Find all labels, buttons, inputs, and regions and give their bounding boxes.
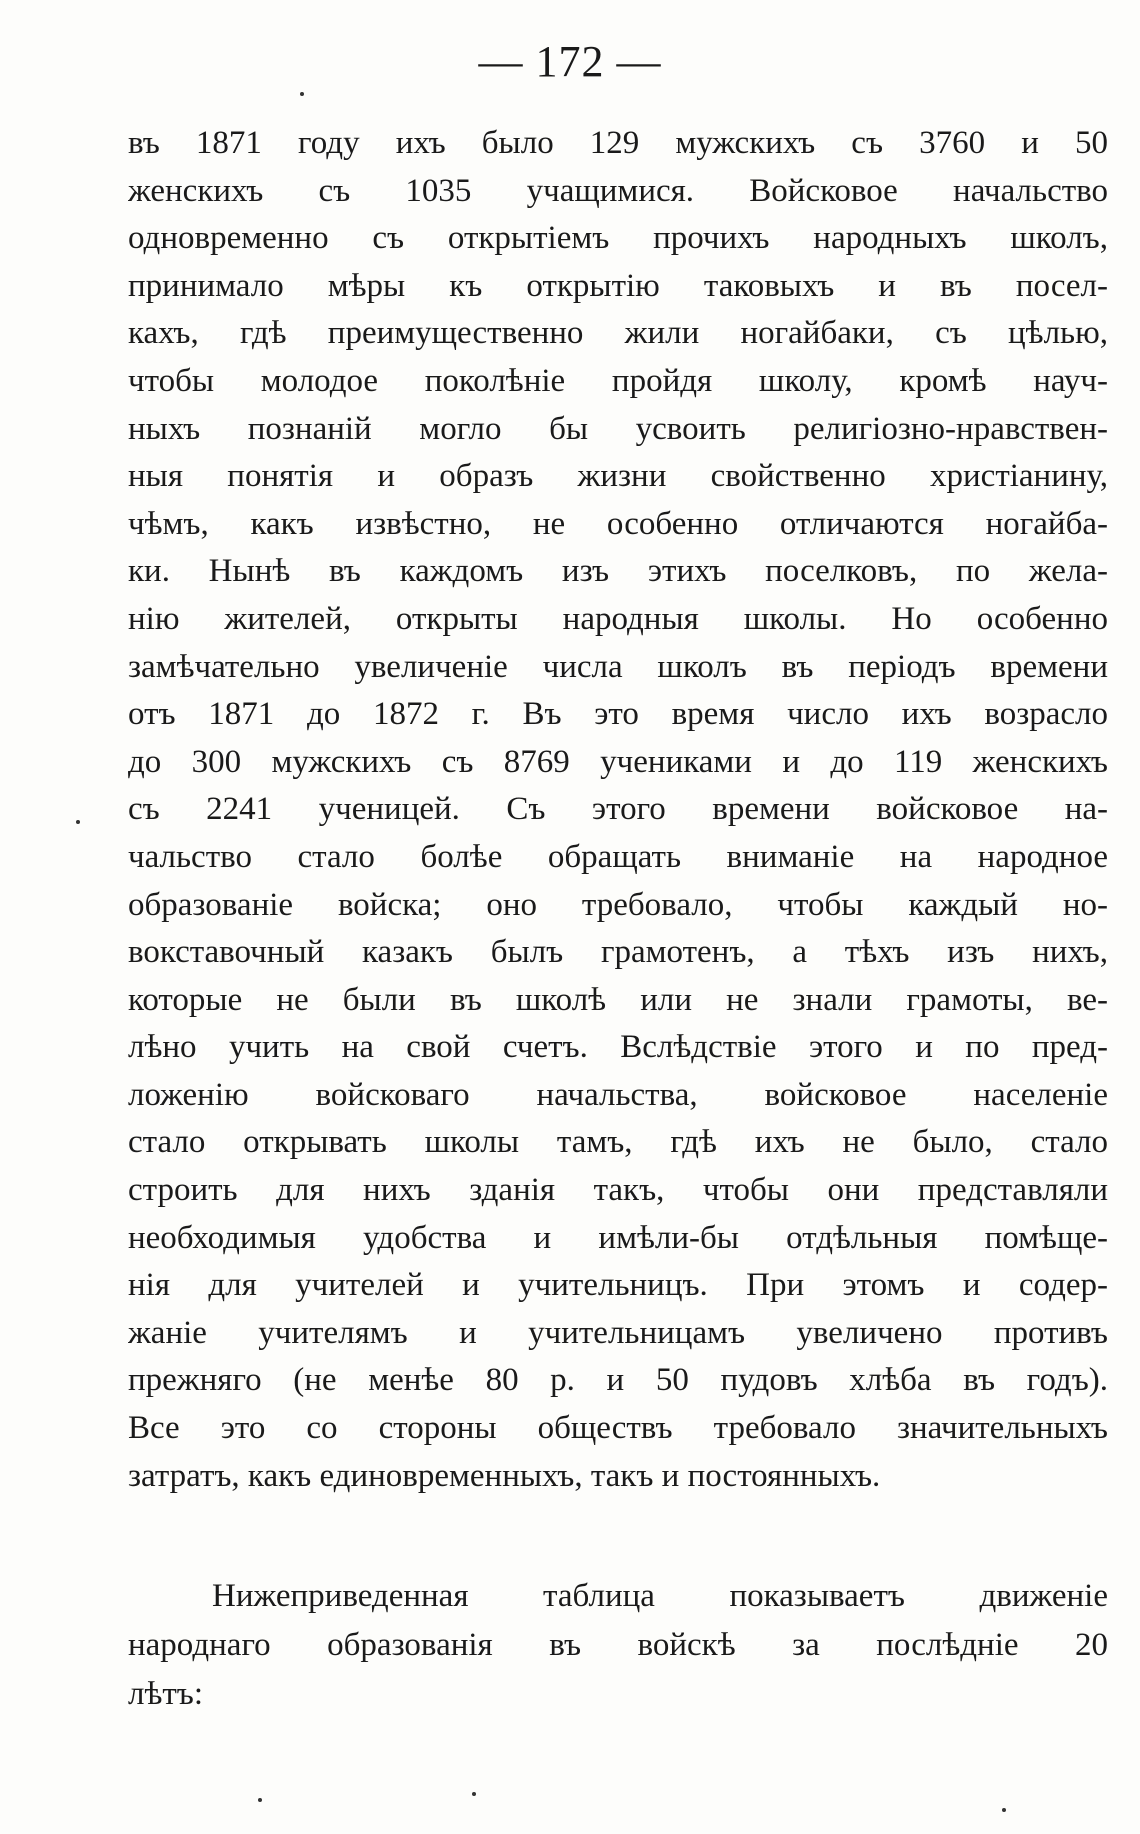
text-line: ныхъ познаній могло бы усвоить религіозно-нравствен- [128, 410, 1108, 447]
text-line: съ 2241 ученицей. Съ этого времени войсковое на- [128, 791, 1108, 828]
text-line: вокставочный казакъ былъ грамотенъ, а тѣхъ изъ нихъ, [128, 934, 1108, 971]
text-line: принимало мѣры къ открытію таковыхъ и въ посел- [128, 267, 1108, 304]
text-line: женскихъ съ 1035 учащимися. Войсковое начальство [128, 172, 1108, 209]
page-number: — 172 — [478, 37, 662, 86]
text-line: жаніе учителямъ и учительницамъ увеличено противъ [128, 1314, 1108, 1351]
text-line: Нижеприведенная таблица показываетъ движеніе [212, 1578, 1108, 1614]
text-line: лѣтъ: [128, 1676, 204, 1712]
text-line: строить для нихъ зданія такъ, чтобы они представляли [128, 1172, 1108, 1209]
text-line: ныя понятія и образъ жизни свойственно христіанину, [128, 458, 1108, 495]
text-line: одновременно съ открытіемъ прочихъ народныхъ школъ, [128, 220, 1108, 257]
text-line: стало открывать школы тамъ, гдѣ ихъ не было, стало [128, 1124, 1108, 1161]
text-line: Все это со стороны обществъ требовало значительныхъ [128, 1410, 1108, 1447]
paragraph-2 [128, 1572, 1108, 1719]
text-line: народнаго образованія въ войскѣ за послѣдніе 20 [128, 1627, 1108, 1663]
text-line: ки. Нынѣ въ каждомъ изъ этихъ поселковъ, по жела- [128, 553, 1108, 590]
text-line: прежняго (не менѣе 80 р. и 50 пудовъ хлѣба въ годъ). [128, 1362, 1108, 1399]
text-line: въ 1871 году ихъ было 129 мужскихъ съ 3760 и 50 [128, 125, 1108, 161]
print-speck [1002, 1808, 1006, 1812]
paragraph-1 [128, 120, 1108, 1500]
text-line: необходимыя удобства и имѣли-бы отдѣльныя помѣще- [128, 1219, 1108, 1256]
print-speck [258, 1798, 262, 1802]
text-line: замѣчательно увеличеніе числа школъ въ періодъ времени [128, 648, 1108, 685]
text-line: ложенію войсковаго начальства, войсковое населеніе [128, 1076, 1108, 1113]
text-line: нія для учителей и учительницъ. При этомъ и содер- [128, 1267, 1108, 1304]
print-speck [472, 1792, 476, 1796]
text-line: до 300 мужскихъ съ 8769 учениками и до 119 женскихъ [128, 743, 1108, 780]
print-speck [76, 820, 80, 824]
text-line: чѣмъ, какъ извѣстно, не особенно отличаются ногайба- [128, 505, 1108, 542]
print-speck [300, 92, 304, 96]
text-line: чальство стало болѣе обращать вниманіе на народное [128, 838, 1108, 875]
text-line: нію жителей, открыты народныя школы. Но особенно [128, 600, 1108, 637]
text-line: которые не были въ школѣ или не знали грамоты, ве- [128, 981, 1108, 1018]
text-line: кахъ, гдѣ преимущественно жили ногайбаки, съ цѣлью, [128, 315, 1108, 352]
text-line: образованіе войска; оно требовало, чтобы каждый но- [128, 886, 1108, 923]
text-line: лѣно учить на свой счетъ. Вслѣдствіе этого и по пред- [128, 1029, 1108, 1066]
text-line: чтобы молодое поколѣніе пройдя школу, кромѣ науч- [128, 362, 1108, 399]
text-line: затратъ, какъ единовременныхъ, такъ и постоянныхъ. [128, 1457, 881, 1494]
text-line: отъ 1871 до 1872 г. Въ это время число ихъ возрасло [128, 696, 1108, 733]
